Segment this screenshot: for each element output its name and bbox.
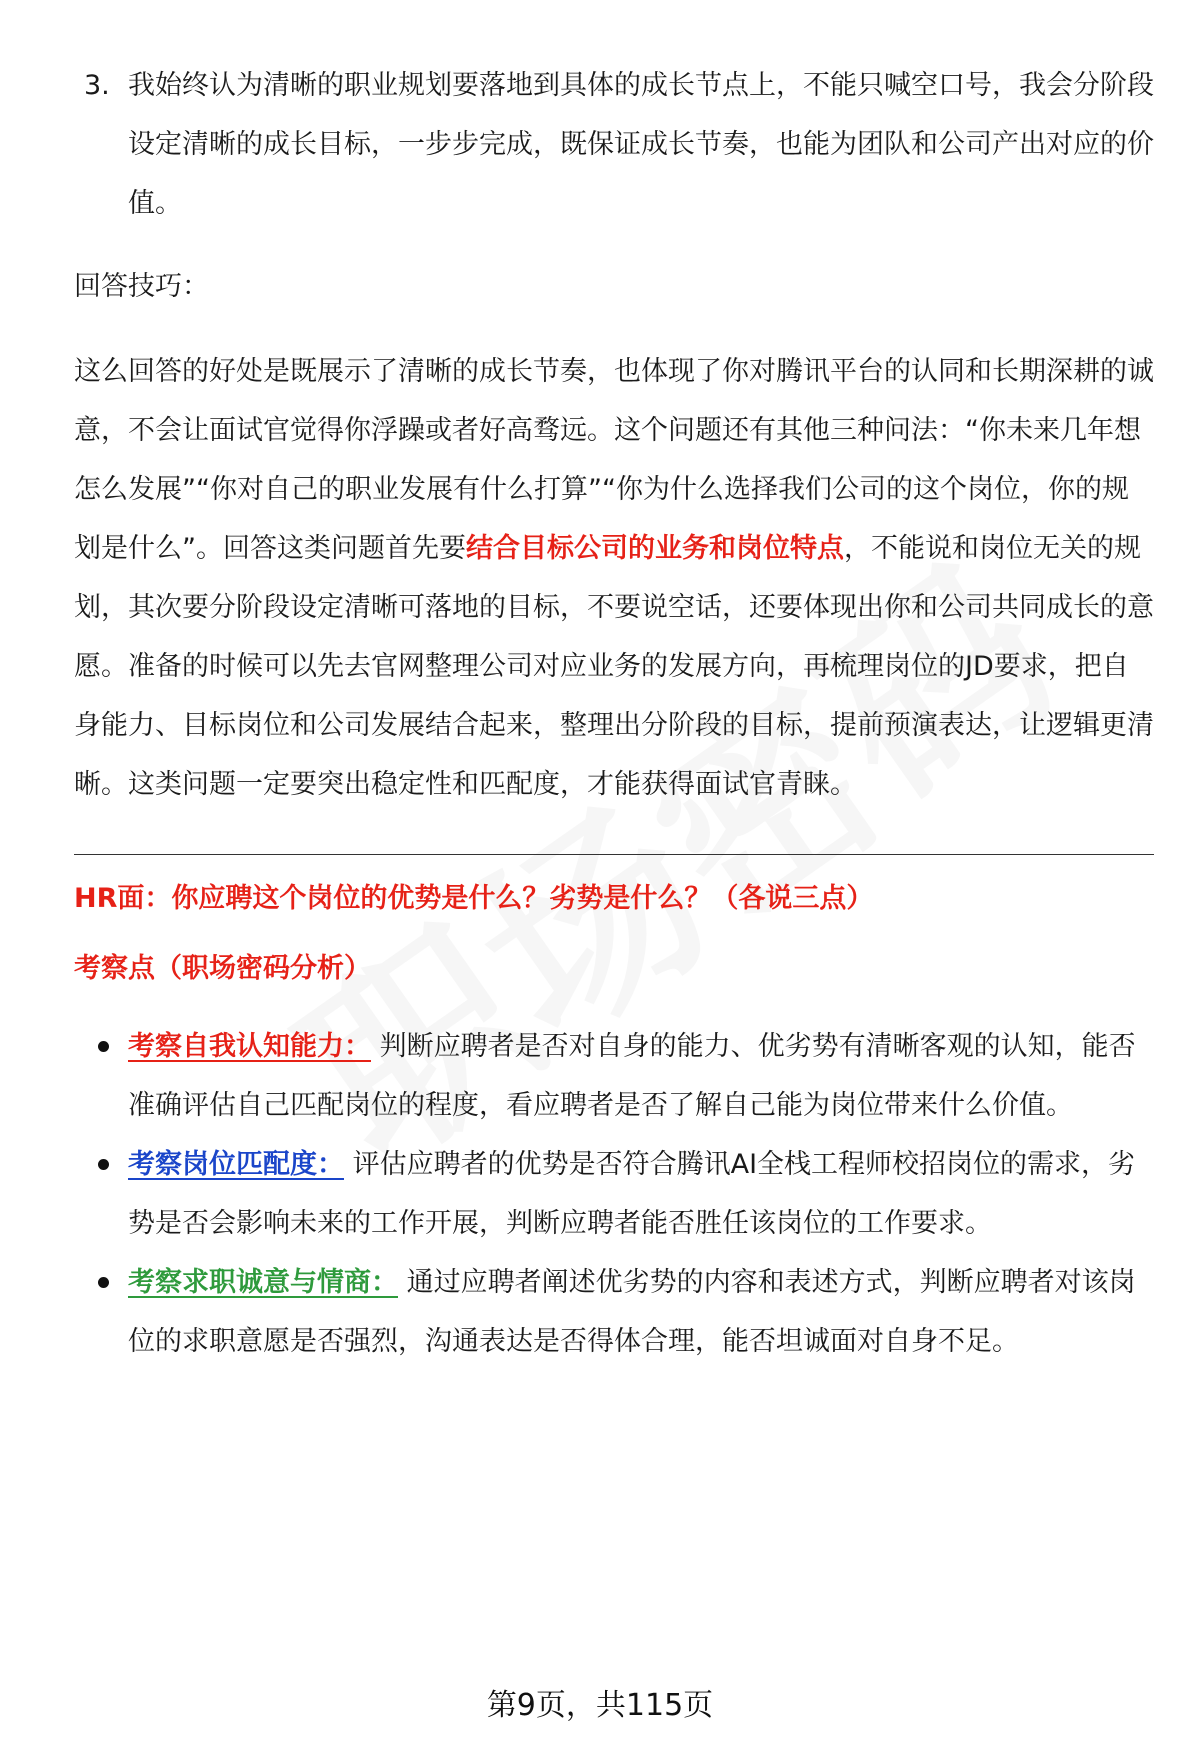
bullet-dot-icon [98, 1041, 109, 1052]
bullet-text: 判断应聘者是否对自身的能力、优劣势有清晰客观的认知，能否准确评估自己匹配岗位的程度，看应聘者是否了解自己能为岗位带来什么价值。 [128, 1031, 1136, 1121]
tips-highlight: 结合目标公司的业务和岗位特点 [466, 533, 844, 564]
exam-points-title: 考察点（职场密码分析） [74, 953, 371, 984]
list-item [74, 56, 1154, 233]
list-item [74, 1253, 1154, 1371]
tips-text-part1: 这么回答的好处是既展示了清晰的成长节奏，也体现了你对腾讯平台的认同和长期深耕的诚意，不会让面试官觉得你浮躁或者好高骛远。这个问题还有其他三种问法：“你未来几年想怎么发展”“你对自己的职业发展有什么打算”“你为什么选择我们公司的这个岗位，你的规划是什么”。回答这类问题首先要 [74, 356, 1154, 564]
tips-label: 回答技巧： [74, 271, 209, 302]
bullet-dot-icon [98, 1159, 109, 1170]
list-item-text: 我始终认为清晰的职业规划要落地到具体的成长节点上，不能只喊空口号，我会分阶段设定清晰的成长目标，一步步完成，既保证成长节奏，也能为团队和公司产出对应的价值。 [128, 70, 1154, 219]
list-item-number: 3. [84, 70, 110, 101]
page-footer: 第9页，共115页 [486, 1688, 714, 1723]
bullet-text: 评估应聘者的优势是否符合腾讯AI全栈工程师校招岗位的需求，劣势是否会影响未来的工作开展，判断应聘者能否胜任该岗位的工作要求。 [128, 1149, 1136, 1239]
question-title: HR面：你应聘这个岗位的优势是什么？劣势是什么？（各说三点） [74, 883, 874, 914]
bullet-heading: 考察自我认知能力： [128, 1031, 371, 1062]
tips-text-part2: ，不能说和岗位无关的规划，其次要分阶段设定清晰可落地的目标，不要说空话，还要体现出你和公司共同成长的意愿。准备的时候可以先去官网整理公司对应业务的发展方向，再梳理岗位的JD要求，把自身能力、目标岗位和公司发展结合起来，整理出分阶段的目标，提前预演表达，让逻辑更清晰。这类问题一定要突出稳定性和匹配度，才能获得面试官青睐。 [74, 533, 1154, 800]
bullet-heading: 考察岗位匹配度： [128, 1149, 344, 1180]
bullet-text: 通过应聘者阐述优劣势的内容和表述方式，判断应聘者对该岗位的求职意愿是否强烈，沟通表达是否得体合理，能否坦诚面对自身不足。 [128, 1267, 1136, 1357]
document-page [74, 56, 1154, 1371]
section-divider [74, 854, 1154, 855]
tips-paragraph [74, 342, 1154, 814]
list-item [74, 1135, 1154, 1253]
exam-points-list [74, 1017, 1154, 1371]
bullet-heading: 考察求职诚意与情商： [128, 1267, 398, 1298]
bullet-dot-icon [98, 1277, 109, 1288]
list-item [74, 1017, 1154, 1135]
